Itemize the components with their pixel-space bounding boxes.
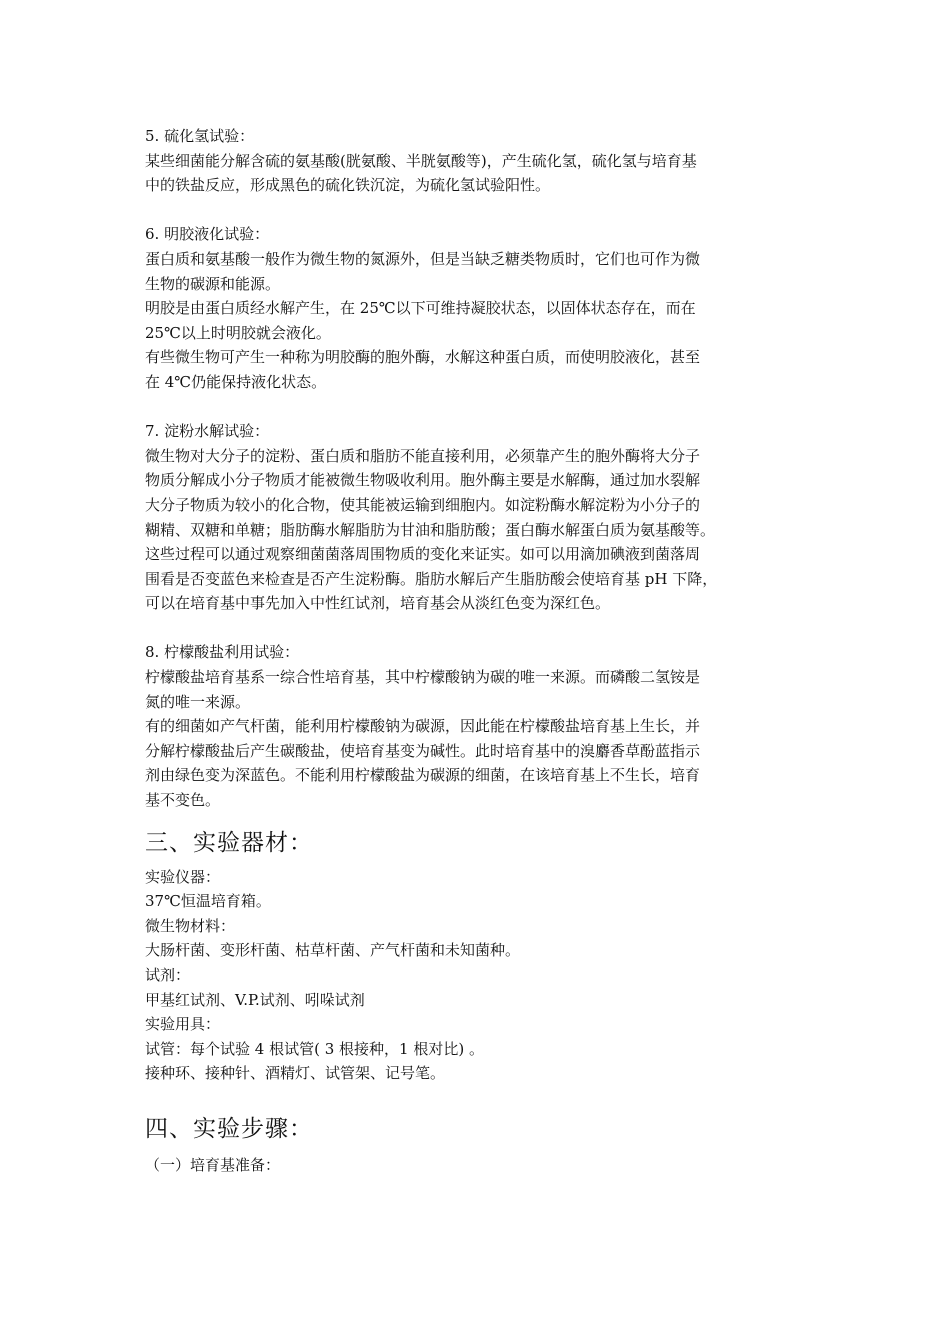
paragraph-line: 大分子物质为较小的化合物，使其能被运输到细胞内。如淀粉酶水解淀粉为小分子的 (145, 495, 701, 514)
section-starch-test (145, 419, 795, 616)
equipment-line: 实验仪器： (145, 867, 221, 886)
paragraph-line: 氮的唯一来源。 (145, 692, 251, 711)
section-title: 7. 淀粉水解试验： (145, 422, 270, 441)
heading-steps: 四、实验步骤： (145, 1115, 313, 1142)
equipment-line: 大肠杆菌、变形杆菌、枯草杆菌、产气杆菌和未知菌种。 (145, 941, 521, 960)
equipment-line: 实验用具： (145, 1015, 221, 1034)
paragraph-line: 分解柠檬酸盐后产生碳酸盐，使培育基变为碱性。此时培育基中的溴麝香草酚蓝指示 (145, 741, 701, 760)
section-equipment (145, 865, 795, 1086)
paragraph-line: 有的细菌如产气杆菌，能利用柠檬酸钠为碳源，因此能在柠檬酸盐培育基上生长，并 (145, 717, 701, 736)
section-title: 8. 柠檬酸盐利用试验： (145, 643, 300, 662)
paragraph-line: 蛋白质和氨基酸一般作为微生物的氮源外，但是当缺乏糖类物质时，它们也可作为微 (145, 249, 701, 268)
paragraph-line: 25℃以上时明胶就会液化。 (145, 323, 331, 342)
equipment-line: 微生物材料： (145, 916, 236, 935)
equipment-line: 甲基红试剂、V.P.试剂、吲哚试剂 (145, 990, 365, 1009)
paragraph-line: 可以在培育基中事先加入中性红试剂，培育基会从淡红色变为深红色。 (145, 594, 611, 613)
paragraph-line: 微生物对大分子的淀粉、蛋白质和脂肪不能直接利用，必须靠产生的胞外酶将大分子 (145, 446, 701, 465)
paragraph-line: 剂由绿色变为深蓝色。不能利用柠檬酸盐为碳源的细菌，在该培育基上不生长，培育 (145, 766, 701, 785)
paragraph-line: 某些细菌能分解含硫的氨基酸(胱氨酸、半胱氨酸等)，产生硫化氢，硫化氢与培育基 (145, 151, 697, 170)
paragraph-line: 基不变色。 (145, 791, 221, 810)
equipment-line: 37℃恒温培育箱。 (145, 892, 271, 911)
document-body (145, 124, 795, 1178)
equipment-line: 试剂： (145, 966, 191, 984)
paragraph-line: 柠檬酸盐培育基系一综合性培育基，其中柠檬酸钠为碳的唯一来源。而磷酸二氢铵是 (145, 668, 701, 687)
section-title: 6. 明胶液化试验： (145, 225, 270, 244)
section-title: 5. 硫化氢试验： (145, 127, 255, 145)
equipment-line: 试管：每个试验 4 根试管( 3 根接种，1 根对比) 。 (145, 1039, 484, 1058)
paragraph-line: 这些过程可以通过观察细菌菌落周围物质的变化来证实。如可以用滴加碘液到菌落周 (145, 545, 701, 564)
paragraph-line: 有些微生物可产生一种称为明胶酶的胞外酶，水解这种蛋白质，而使明胶液化，甚至 (145, 348, 701, 367)
paragraph-gap (145, 395, 795, 420)
paragraph-line: 物质分解成小分子物质才能被微生物吸收利用。胞外酶主要是水解酶，通过加水裂解 (145, 471, 701, 490)
paragraph-line: 在 4℃仍能保持液化状态。 (145, 372, 327, 391)
equipment-line: 接种环、接种针、酒精灯、试管架、记号笔。 (145, 1064, 446, 1083)
paragraph-line: 明胶是由蛋白质经水解产生，在 25℃以下可维持凝胶状态，以固体状态存在，而在 (145, 299, 696, 318)
paragraph-line: 生物的碳源和能源。 (145, 274, 281, 293)
section-h2s-test (145, 124, 795, 198)
section-citrate-test (145, 640, 795, 812)
section-gelatin-test (145, 222, 795, 394)
subheading-medium-prep: （一）培育基准备： (145, 1155, 281, 1174)
heading-equipment: 三、实验器材： (145, 829, 313, 856)
paragraph-line: 中的铁盐反应，形成黑色的硫化铁沉淀，为硫化氢试验阳性。 (145, 176, 551, 195)
paragraph-line: 糊精、双糖和单糖；脂肪酶水解脂肪为甘油和脂肪酸；蛋白酶水解蛋白质为氨基酸等。 (145, 520, 716, 539)
paragraph-gap (145, 616, 795, 641)
paragraph-line: 围看是否变蓝色来检查是否产生淀粉酶。脂肪水解后产生脂肪酸会使培育基 pH 下降， (145, 569, 718, 588)
paragraph-gap (145, 198, 795, 223)
